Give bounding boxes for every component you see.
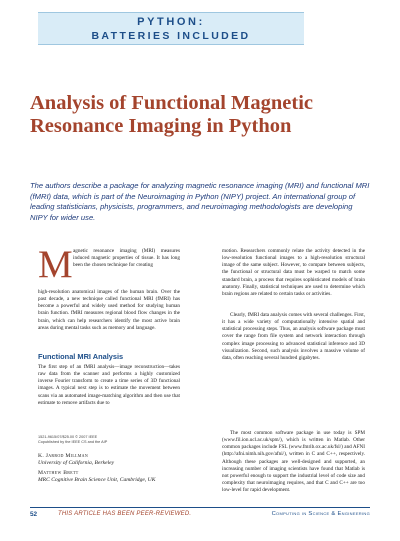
- copublished-line: Copublished by the IEEE CS and the AIP: [38, 440, 108, 444]
- footer-rule: [30, 507, 370, 508]
- intro-text: high-resolution anatomical images of the human brain. Over the past decade, a new technique called functional MRI (fMRI) has become a powerful and widely used method for studying human brain function. fMRI measures regional blood flow changes in the brain, which can help researchers identify the most active brain areas during mental tasks such as memory and language.: [38, 289, 180, 331]
- section-text: The first step of an fMRI analysis—image reconstruction—takes raw data from the scanner and performs a highly customized inverse Fourier transform to create a time series of 3D functional images. A typical next step is to estimate the movement between scans via an automated image-matching algorithm and then use that estimate to remove artifacts due to: [38, 364, 180, 406]
- author-affiliation: MRC Cognitive Brain Science Unit, Cambridge, UK: [38, 477, 156, 483]
- section-heading: Functional MRI Analysis: [38, 352, 124, 361]
- author-name: Matthew Brett: [38, 470, 79, 476]
- article-abstract: The authors describe a package for analyzing magnetic resonance imaging (MRI) and functional MRI (fMRI) data, which is part of the Neuroimaging in Python (NIPY) project. An international group of leading statisticians, physicists, programmers, and neuroimaging methodologists are developing NIPY for wider use.: [30, 181, 370, 222]
- header-series-label: PYTHON:: [137, 16, 205, 28]
- copyright-line: 1521-9615/07/$25.00 © 2007 IEEE: [38, 435, 98, 439]
- author-affiliation: University of California, Berkeley: [38, 460, 115, 466]
- author-2: [38, 470, 188, 484]
- drop-cap: M: [38, 243, 73, 286]
- body-paragraph-2: Clearly, fMRI data analysis comes with several challenges. First, it has a wide variety of computationally intensive spatial and statistical processing steps. Thus, an analysis software package must cover the range from file system and network interaction through complex image processing to advanced statistical inference and 3D visualization. Second, such analysis involves a massive volume of data, often reaching several hundred gigabytes.: [222, 312, 365, 361]
- author-name: K. Jarrod Millman: [38, 453, 89, 459]
- page-number: 52: [30, 511, 38, 518]
- intro-text-beside-dropcap: agnetic resonance imaging (MRI) measures induced magnetic properties of tissue. It has long been the chosen technique for creating: [73, 248, 180, 269]
- body-paragraph-3: The most common software package in use today is SPM (www.fil.ion.ucl.ac.uk/spm/), which is written in Matlab. Other common packages include FSL (www.fmrib.ox.ac.uk/fsl/) and AFNI (http://afni.nimh.nih.gov/afni/), written in C and C++, respectively. Although these packages are well-designed and supported, an increasing number of imaging scientists have found that Matlab is not powerful enough to support the industrial level of code size and complexity that neuroimaging requires, and that C and C++ are too low-level for rapid development.: [222, 430, 365, 494]
- header-series-subtitle: BATTERIES INCLUDED: [91, 30, 251, 42]
- peer-review-notice: THIS ARTICLE HAS BEEN PEER-REVIEWED.: [58, 511, 192, 517]
- body-paragraph-1: motion. Researchers commonly relate the activity detected in the low-resolution functional images to a high-resolution structural image of the same subject. However, to compare between subjects, the functional or structural data must be warped to match some standard brain, a process that requires sophisticated models of brain anatomy. Finally, statistical techniques are used to determine which brain regions are related to certain tasks or activities.: [222, 248, 365, 297]
- copyright-notice: [38, 435, 188, 445]
- journal-name: Computing in Science & Engineering: [271, 511, 370, 517]
- author-1: [38, 453, 188, 467]
- article-title: Analysis of Functional Magnetic Resonance Imaging in Python: [30, 92, 314, 137]
- section-header-banner: [38, 12, 304, 45]
